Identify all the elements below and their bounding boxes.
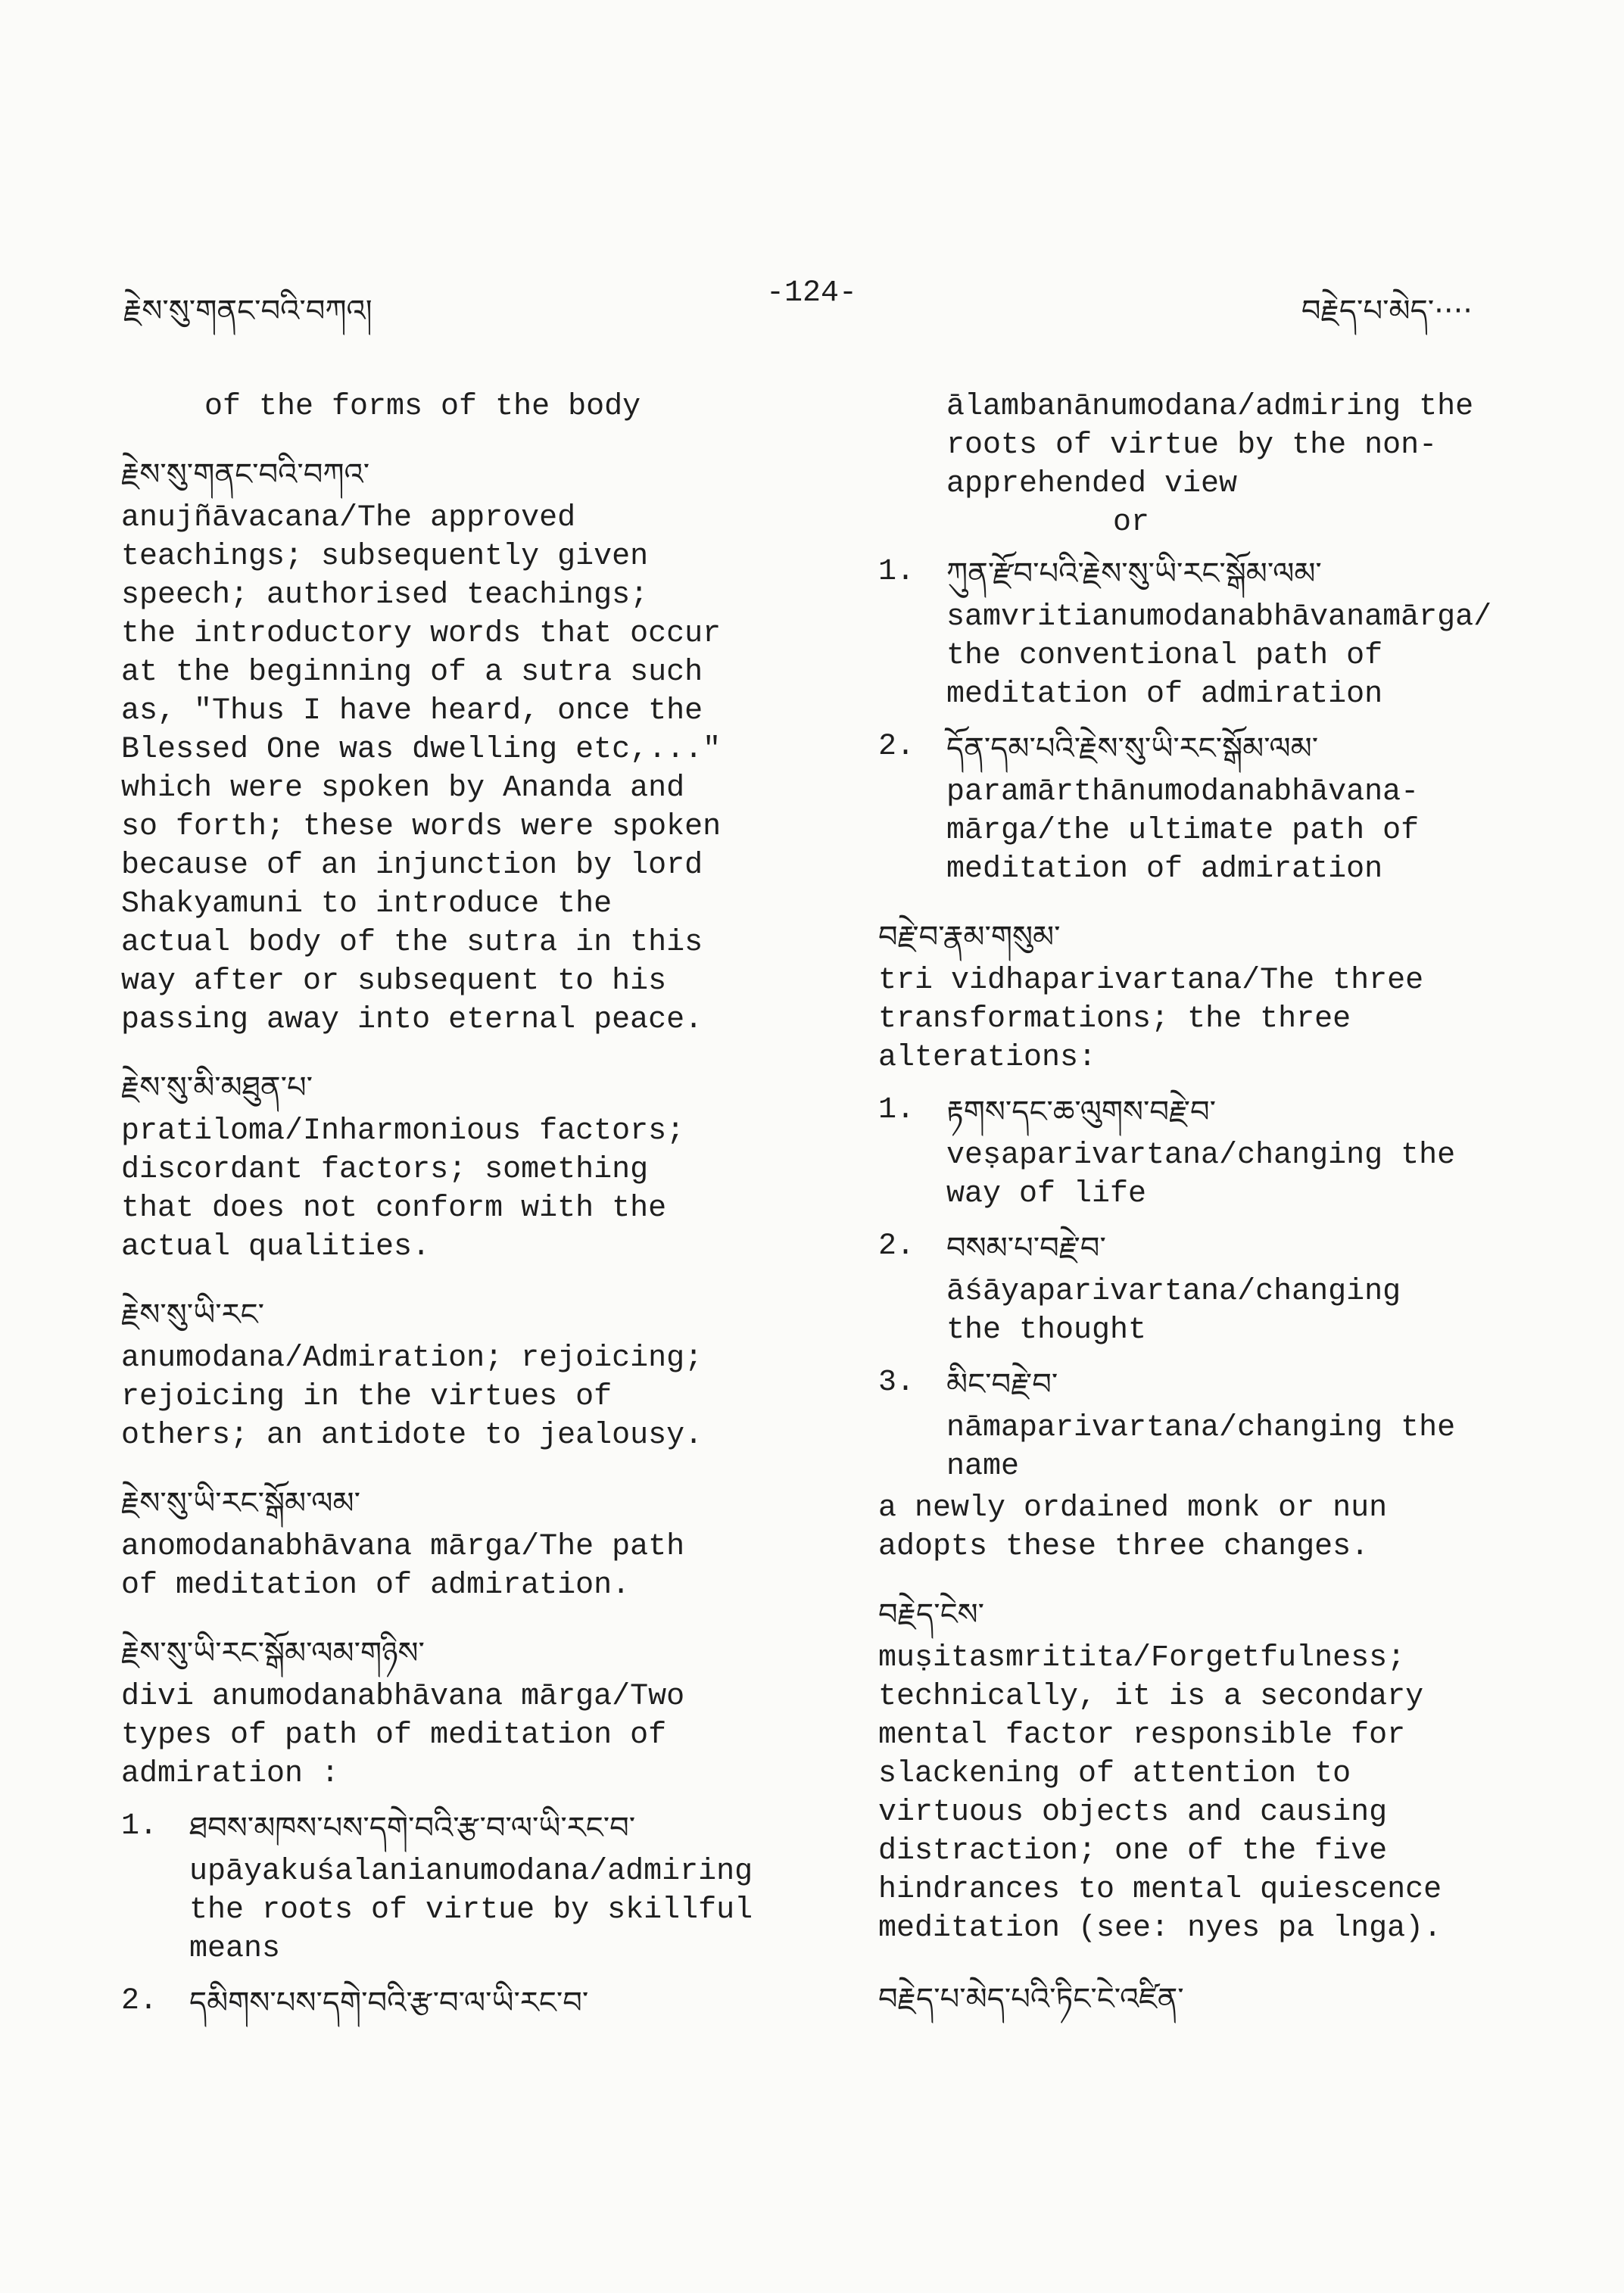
item-number: 1. — [878, 1093, 915, 1127]
entry-definition: divi anumodanabhāvana mārga/Two types of path of meditation of admiration : — [121, 1680, 685, 1791]
entry-divi-anumodanabhavana-marga — [121, 1632, 787, 2027]
item-tibetan: ཀུན་རྫོབ་པའི་རྗེས་སུ་ཡི་རང་སྒོམ་ལམ་ — [946, 556, 1322, 591]
or-separator: or — [1113, 506, 1150, 540]
item-definition: veṣaparivartana/changing the way of life — [946, 1139, 1456, 1211]
continued-text: ālambanānumodana/admiring the roots of virtue by the non- apprehended view — [946, 390, 1474, 501]
item-definition: āśāyaparivartana/changing the thought — [946, 1275, 1401, 1347]
entry-definition: anumodana/Admiration; rejoicing; rejoicing in the virtues of others; an antidote to jealousy. — [121, 1341, 703, 1453]
entry-headword: རྗེས་སུ་ཡི་རང་ — [121, 1298, 264, 1332]
entry-headword: རྗེས་སུ་ཡི་རང་སྒོམ་ལམ་གཉིས་ — [121, 1636, 425, 1671]
item-number: 1. — [878, 555, 915, 589]
entry-headword: རྗེས་སུ་ཡི་རང་སྒོམ་ལམ་ — [121, 1486, 360, 1521]
item-tibetan: མིང་བརྗེ་བ་ — [946, 1367, 1058, 1402]
numbered-item — [878, 727, 1522, 889]
item-number: 2. — [878, 1229, 915, 1263]
item-number: 3. — [878, 1366, 915, 1400]
entry-definition: pratiloma/Inharmonious factors; discordant factors; something that does not conform with the actual qualities. — [121, 1114, 685, 1264]
numbered-item — [878, 1091, 1522, 1213]
item-definition: samvritianumodanabhāvanamārga/ the conventional path of meditation of admiration — [946, 600, 1492, 712]
entry-note: a newly ordained monk or nun adopts these three changes. — [878, 1491, 1388, 1564]
left-column — [121, 388, 787, 2055]
numbered-item — [121, 1982, 787, 2027]
numbered-item — [878, 1227, 1522, 1350]
item-definition: paramārthānumodanabhāvana- mārga/the ultimate path of meditation of admiration — [946, 775, 1420, 886]
item-number: 2. — [878, 730, 915, 764]
running-header-right: བརྗེད་པ་མེད་···· — [1301, 294, 1473, 329]
continued-line: of the forms of the body — [204, 390, 641, 424]
numbered-item — [878, 1363, 1522, 1486]
entry-tri-vidhaparivartana — [878, 916, 1522, 1566]
entry-anomodanabhavana-marga — [121, 1482, 787, 1605]
entry-headword: རྗེས་སུ་མི་མཐུན་པ་ — [121, 1070, 313, 1105]
item-tibetan: བསམ་པ་བརྗེ་བ་ — [946, 1231, 1106, 1266]
numbered-item — [121, 1807, 787, 1968]
item-definition: upāyakuśalanianumodana/admiring the roots of virtue by skillful means — [189, 1855, 753, 1966]
right-column — [878, 388, 1522, 2048]
item-tibetan: དམིགས་པས་དགེ་བའི་རྩ་བ་ལ་ཡི་རང་བ་ — [189, 1986, 589, 2020]
entry-headword: བརྗེད་པ་མེད་པའི་ཏིང་ངེ་འཛིན་ — [878, 1982, 1184, 2017]
entry-anujnavacana — [121, 453, 787, 1039]
page-number: -124- — [766, 276, 858, 310]
entry-definition: muṣitasmritita/Forgetfulness; technically, it is a secondary mental factor responsible for slackening of attention to virtuous objects and causing distraction; one of the five hindrances to mental quiescence meditation (see: nyes pa lnga). — [878, 1641, 1442, 1946]
item-number: 1. — [121, 1809, 158, 1843]
numbered-item — [878, 553, 1522, 714]
entry-anumodana — [121, 1294, 787, 1455]
continued-text — [121, 388, 787, 426]
entry-musitasmritita — [878, 1594, 1522, 1948]
running-header-left: རྗེས་སུ་གནང་བའི་བཀའ། — [123, 294, 372, 329]
entry-next-headword — [878, 1978, 1522, 2020]
entry-definition: tri vidhaparivartana/The three transformations; the three alterations: — [878, 964, 1424, 1075]
item-definition: nāmaparivartana/changing the name — [946, 1411, 1456, 1484]
entry-headword: བརྗེ་བ་རྣམ་གསུམ་ — [878, 920, 1061, 955]
item-number: 2. — [121, 1984, 158, 2018]
item-tibetan: ཐབས་མཁས་པས་དགེ་བའི་རྩ་བ་ལ་ཡི་རང་བ་ — [189, 1811, 636, 1846]
entry-headword: རྗེས་སུ་གནང་བའི་བཀའ་ — [121, 457, 370, 492]
item-tibetan: དོན་དམ་པའི་རྗེས་སུ་ཡི་རང་སྒོམ་ལམ་ — [946, 731, 1319, 766]
entry-definition: anujñāvacana/The approved teachings; subsequently given speech; authorised teachings; the introductory words that occur at the beginning of a sutra such as, "Thus I have heard, once the Blessed One was dwelling etc,..." which were spoken by Ananda and so forth; these words were spoken because of an injunction by lord Shakyamuni to introduce the actual body of the sutra in this way after or subsequent to his passing away into eternal peace. — [121, 501, 722, 1037]
entry-headword: བརྗེད་ངེས་ — [878, 1597, 985, 1632]
entry-pratiloma — [121, 1067, 787, 1266]
item-tibetan: རྟགས་དང་ཆ་ལུགས་བརྗེ་བ་ — [946, 1095, 1217, 1129]
continued-definition — [878, 388, 1522, 542]
entry-definition: anomodanabhāvana mārga/The path of meditation of admiration. — [121, 1530, 685, 1603]
